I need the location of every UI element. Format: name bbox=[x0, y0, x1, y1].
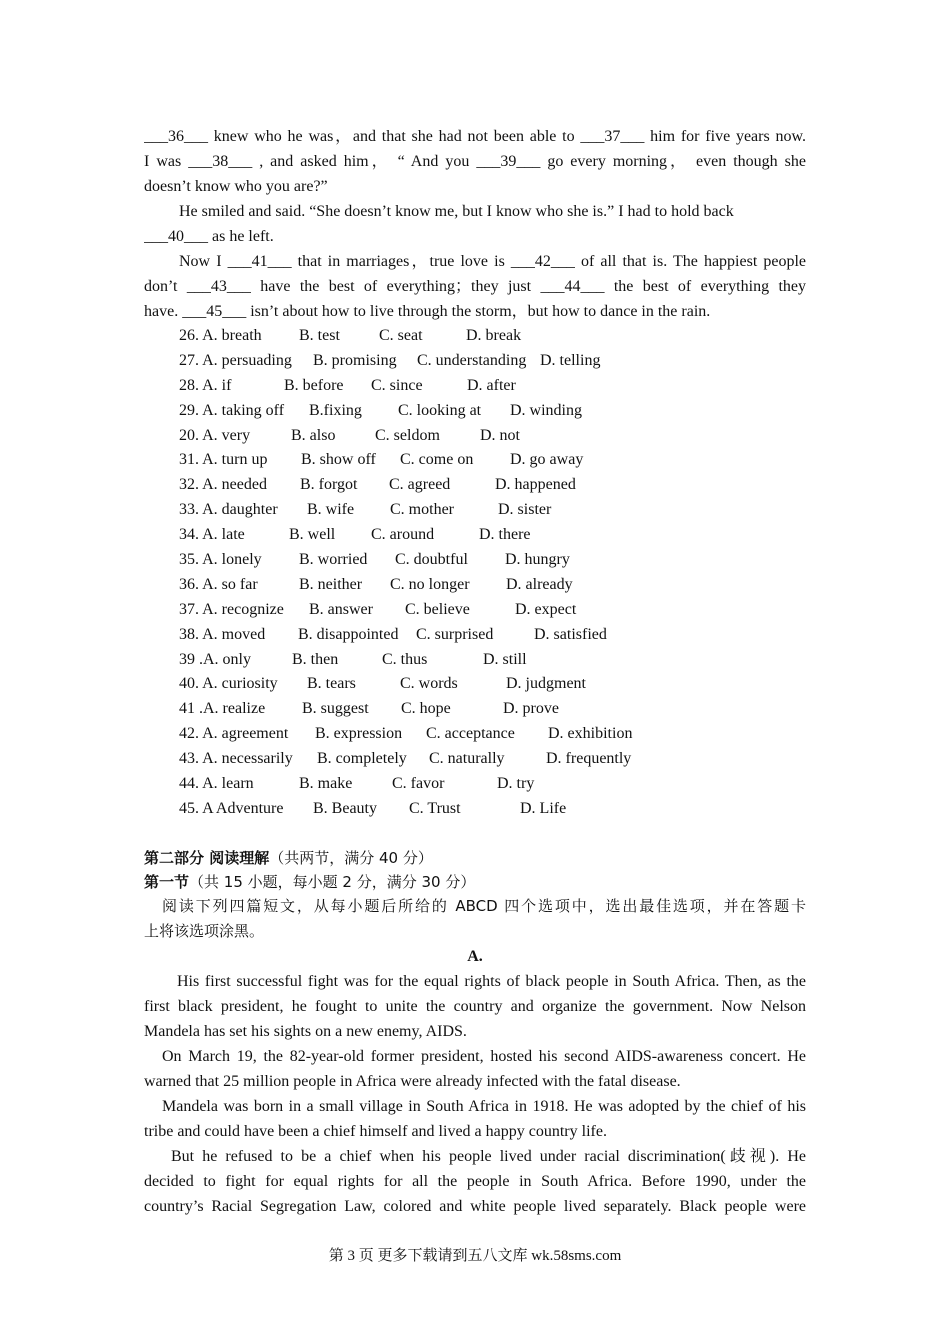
question-option-c: C. around bbox=[371, 526, 435, 544]
question-option-b: B. wife bbox=[307, 501, 355, 519]
question-option-b: B. also bbox=[291, 426, 336, 444]
question-option-d: D. still bbox=[483, 650, 527, 668]
question-option-c: C. doubtful bbox=[395, 551, 468, 569]
question-option-d: D. Life bbox=[520, 799, 567, 817]
question-option-b: B. Beauty bbox=[313, 799, 377, 817]
question-option-c: C. hope bbox=[401, 700, 451, 718]
section1-title bbox=[144, 870, 806, 894]
question-option-b: B. completely bbox=[317, 750, 407, 768]
question-option-d: D. go away bbox=[510, 451, 584, 469]
question-option-a: 43. A. necessarily bbox=[179, 750, 293, 768]
question-option-b: B. neither bbox=[299, 575, 363, 593]
question-row bbox=[144, 473, 806, 498]
question-option-a: 34. A. late bbox=[179, 526, 245, 544]
question-row bbox=[144, 324, 806, 349]
question-option-a: 36. A. so far bbox=[179, 575, 258, 593]
question-option-c: C. mother bbox=[390, 501, 454, 519]
question-option-d: D. frequently bbox=[546, 750, 632, 768]
passage-a bbox=[144, 969, 806, 1219]
question-option-b: B. show off bbox=[301, 451, 376, 469]
instructions bbox=[144, 894, 806, 944]
question-option-b: B. expression bbox=[315, 725, 403, 743]
page-content bbox=[144, 124, 806, 1219]
question-option-c: C. since bbox=[371, 376, 423, 394]
part2-title-bold: 第二部分 阅读理解 bbox=[144, 848, 270, 867]
question-option-c: C. thus bbox=[382, 650, 428, 668]
question-option-d: D. already bbox=[506, 575, 573, 593]
question-row bbox=[144, 672, 806, 697]
passage-line: decided to fight for equal rights for all the people in South Africa. Before 1990, under the bbox=[144, 1172, 806, 1190]
question-option-a: 20. A. very bbox=[179, 426, 251, 444]
question-row bbox=[144, 573, 806, 598]
passage-line: warned that 25 million people in Africa were already infected with the fatal disease. bbox=[144, 1072, 681, 1090]
question-option-a: 33. A. daughter bbox=[179, 501, 278, 519]
question-option-b: B. disappointed bbox=[298, 625, 399, 643]
passage-line: Now I ___41___ that in marriages，true love is ___42___ of all that is. The happiest people bbox=[179, 253, 806, 270]
question-row bbox=[144, 648, 806, 673]
question-row bbox=[144, 374, 806, 399]
question-row bbox=[144, 523, 806, 548]
question-option-a: 35. A. lonely bbox=[179, 551, 262, 569]
question-option-b: B. test bbox=[299, 327, 340, 344]
question-option-d: D. exhibition bbox=[548, 725, 633, 743]
passage-line: Mandela has set his sights on a new enemy, AIDS. bbox=[144, 1022, 467, 1040]
question-option-c: C. seat bbox=[379, 327, 423, 344]
question-row bbox=[144, 697, 806, 722]
question-row bbox=[144, 772, 806, 797]
question-option-c: C. favor bbox=[392, 775, 445, 793]
question-option-a: 41 .A. realize bbox=[179, 700, 266, 718]
question-option-c: C. understanding bbox=[417, 351, 527, 369]
question-option-a: 44. A. learn bbox=[179, 775, 254, 793]
question-option-d: D. expect bbox=[515, 600, 577, 618]
question-option-d: D. prove bbox=[503, 700, 559, 718]
question-list bbox=[144, 324, 806, 822]
passage-line: doesn’t know who you are?” bbox=[144, 178, 328, 195]
question-option-b: B. answer bbox=[309, 600, 373, 618]
question-option-a: 29. A. taking off bbox=[179, 401, 285, 419]
question-option-c: C. looking at bbox=[398, 401, 482, 419]
question-option-b: B. worried bbox=[299, 551, 368, 569]
passage-line: first black president, he fought to unite the country and organize the government. Now Nelson bbox=[144, 997, 806, 1015]
question-row bbox=[144, 623, 806, 648]
question-option-b: B. promising bbox=[313, 351, 397, 369]
question-option-d: D. not bbox=[480, 426, 520, 444]
question-option-c: C. Trust bbox=[409, 799, 461, 817]
question-option-b: B. well bbox=[289, 526, 336, 544]
passage-a-heading: A. bbox=[467, 947, 483, 965]
section1-title-bold: 第一节 bbox=[144, 872, 190, 891]
question-option-d: D. break bbox=[466, 327, 522, 344]
section1-title-note: （共 15 小题，每小题 2 分，满分 30 分） bbox=[189, 872, 476, 891]
question-option-c: C. no longer bbox=[390, 575, 470, 593]
page-footer: 第 3 页 更多下载请到五八文库 wk.58sms.com bbox=[328, 1248, 622, 1264]
passage-line: He smiled and said. “She doesn’t know me, but I know who she is.” I had to hold back bbox=[179, 203, 734, 220]
question-option-c: C. surprised bbox=[416, 625, 494, 643]
question-option-a: 26. A. breath bbox=[179, 327, 262, 344]
passage-line: Mandela was born in a small village in South Africa in 1918. He was adopted by the chief of his bbox=[162, 1097, 806, 1115]
part2-title-note: （共两节，满分 40 分） bbox=[269, 848, 433, 867]
question-option-d: D. there bbox=[479, 526, 531, 544]
question-option-b: B. then bbox=[292, 650, 339, 668]
passage-line: ___36___ knew who he was，and that she had not been able to ___37___ him for five years now. bbox=[144, 128, 806, 145]
question-option-b: B. suggest bbox=[302, 700, 369, 718]
question-row bbox=[144, 747, 806, 772]
question-row bbox=[144, 797, 806, 822]
question-row bbox=[144, 349, 806, 374]
question-row bbox=[144, 598, 806, 623]
question-option-d: D. after bbox=[467, 376, 516, 394]
question-option-d: D. sister bbox=[498, 501, 552, 519]
passage-line: On March 19, the 82-year-old former president, hosted his second AIDS-awareness concert. He bbox=[162, 1047, 806, 1065]
question-option-d: D. satisfied bbox=[534, 625, 607, 643]
question-option-d: D. try bbox=[497, 775, 535, 793]
question-option-d: D. hungry bbox=[505, 551, 570, 569]
question-option-c: C. naturally bbox=[429, 750, 505, 768]
question-option-c: C. come on bbox=[400, 451, 474, 469]
part2-title bbox=[144, 846, 806, 870]
question-row bbox=[144, 424, 806, 449]
question-option-a: 31. A. turn up bbox=[179, 451, 268, 469]
question-option-a: 28. A. if bbox=[179, 376, 232, 394]
passage-line: I was ___38___ , and asked him， “ And you ___39___ go every morning， even though she bbox=[144, 153, 806, 170]
question-option-a: 37. A. recognize bbox=[179, 600, 284, 618]
question-option-d: D. telling bbox=[540, 351, 601, 369]
question-option-b: B. before bbox=[284, 376, 344, 394]
question-option-a: 32. A. needed bbox=[179, 476, 267, 494]
instruction-line: 阅读下列四篇短文，从每小题后所给的 ABCD 四个选项中，选出最佳选项，并在答题卡 bbox=[162, 896, 806, 915]
question-option-a: 40. A. curiosity bbox=[179, 675, 278, 693]
passage-line: But he refused to be a chief when his people lived under racial discrimination(歧视). He bbox=[171, 1147, 806, 1165]
question-option-a: 45. A Adventure bbox=[179, 799, 284, 817]
question-option-b: B. tears bbox=[307, 675, 356, 693]
question-option-c: C. words bbox=[400, 675, 458, 693]
passage-line: have. ___45___ isn’t about how to live through the storm，but how to dance in the rain. bbox=[144, 303, 711, 320]
passage-line: country’s Racial Segregation Law, colored and white people lived separately. Black people were bbox=[144, 1197, 806, 1215]
cloze-passage bbox=[144, 124, 806, 324]
passage-line: His first successful fight was for the equal rights of black people in South Africa. Then, as the bbox=[177, 972, 806, 990]
question-row bbox=[144, 722, 806, 747]
question-option-b: B. forgot bbox=[300, 476, 358, 494]
question-option-d: D. judgment bbox=[506, 675, 586, 693]
question-row bbox=[144, 399, 806, 424]
question-option-a: 27. A. persuading bbox=[179, 351, 292, 369]
question-option-b: B. make bbox=[299, 775, 353, 793]
question-option-a: 38. A. moved bbox=[179, 625, 266, 643]
question-option-c: C. agreed bbox=[389, 476, 451, 494]
question-option-d: D. winding bbox=[510, 401, 582, 419]
passage-line: ___40___ as he left. bbox=[144, 228, 274, 245]
question-row bbox=[144, 548, 806, 573]
question-option-c: C. believe bbox=[405, 600, 470, 618]
passage-line: don’t ___43___ have the best of everything；they just ___44___ the best of everything they bbox=[144, 278, 806, 295]
passage-line: tribe and could have been a chief himself and lived a happy country life. bbox=[144, 1122, 607, 1140]
question-option-a: 39 .A. only bbox=[179, 650, 251, 668]
question-option-b: B.fixing bbox=[309, 401, 362, 419]
question-option-c: C. acceptance bbox=[426, 725, 515, 743]
question-option-a: 42. A. agreement bbox=[179, 725, 289, 743]
question-option-c: C. seldom bbox=[375, 426, 440, 444]
question-option-d: D. happened bbox=[495, 476, 576, 494]
question-row bbox=[144, 498, 806, 523]
instruction-line: 上将该选项涂黑。 bbox=[144, 921, 265, 940]
question-row bbox=[144, 448, 806, 473]
